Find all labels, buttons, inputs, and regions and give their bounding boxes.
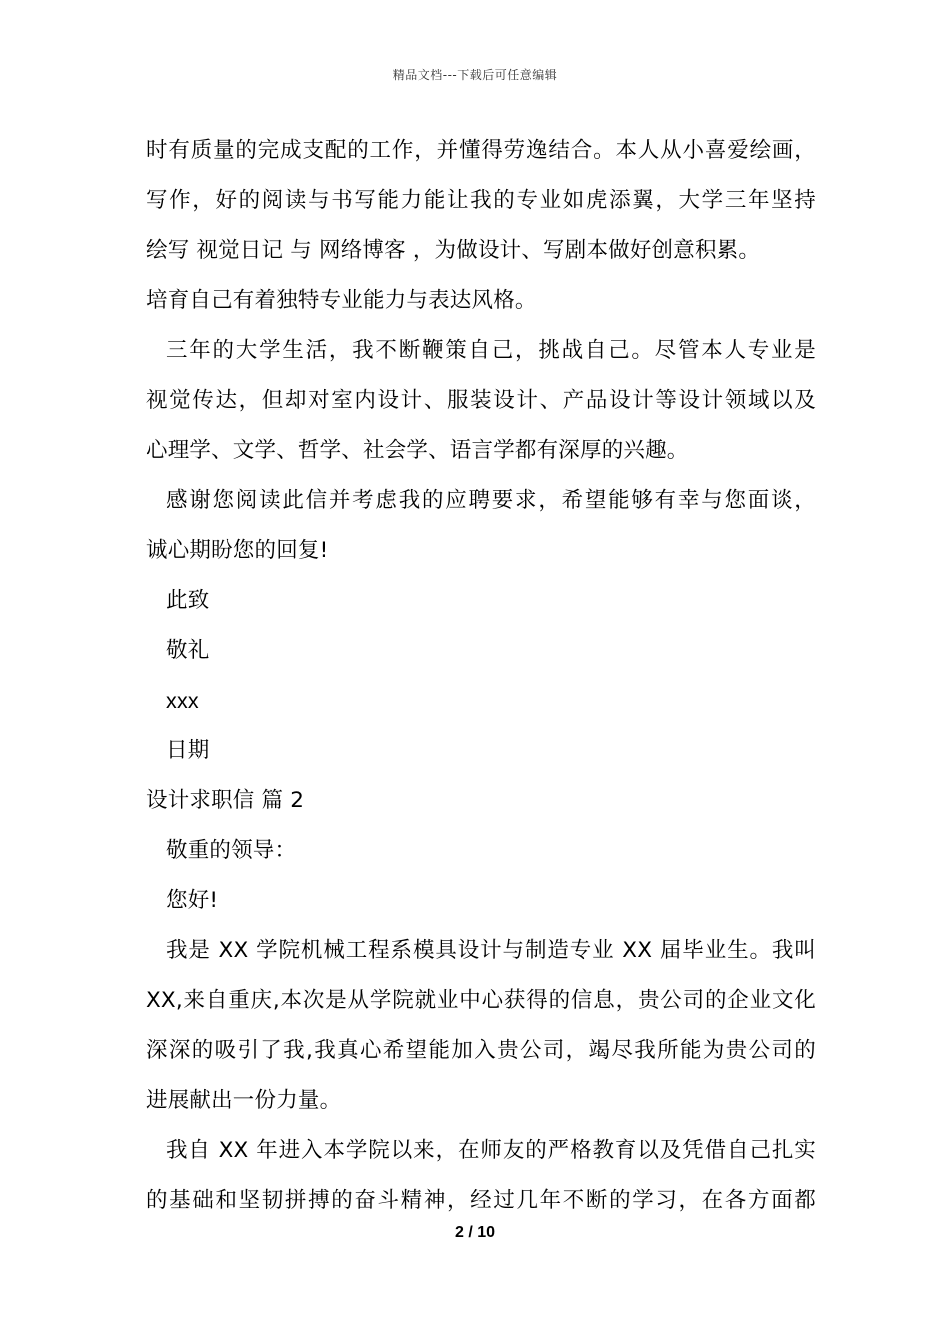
text-line: 心理学、文学、哲学、社会学、语言学都有深厚的兴趣。 xyxy=(146,438,689,463)
text-line: XX,来自重庆,本次是从学院就业中心获得的信息，贵公司的企业文化 xyxy=(146,988,816,1013)
text-line: 绘写 视觉日记 与 网络博客 ，为做设计、写剧本做好创意积累。 xyxy=(146,238,761,263)
text-line: 我自 XX 年进入本学院以来，在师友的严格教育以及凭借自己扎实 xyxy=(166,1138,816,1163)
letter-greeting: 敬重的领导： xyxy=(166,838,297,863)
document-body xyxy=(146,126,816,1226)
text-line: 进展献出一份力量。 xyxy=(146,1088,342,1113)
page-number: 2 / 10 xyxy=(454,1224,496,1241)
page-header: 精品文档---下载后可任意编辑 xyxy=(392,68,558,82)
text-line: 培育自己有着独特专业能力与表达风格。 xyxy=(146,288,537,313)
text-line: 写作，好的阅读与书写能力能让我的专业如虎添翼，大学三年坚持 xyxy=(146,188,816,213)
text-line: 三年的大学生活，我不断鞭策自己，挑战自己。尽管本人专业是 xyxy=(166,338,816,363)
letter-greeting-hello: 您好! xyxy=(166,888,219,913)
text-line: 感谢您阅读此信并考虑我的应聘要求，希望能够有幸与您面谈， xyxy=(166,488,816,513)
text-line: 我是 XX 学院机械工程系模具设计与制造专业 XX 届毕业生。我叫 xyxy=(166,938,816,963)
text-line: 视觉传达，但却对室内设计、服装设计、产品设计等设计领域以及 xyxy=(146,388,816,413)
closing-salutation: 此致 xyxy=(166,588,210,613)
text-line: 诚心期盼您的回复! xyxy=(146,538,329,563)
section-title: 设计求职信 篇 2 xyxy=(146,788,305,813)
text-line: 深深的吸引了我,我真心希望能加入贵公司，竭尽我所能为贵公司的 xyxy=(146,1038,816,1063)
signature-name: xxx xyxy=(166,689,199,713)
text-line: 时有质量的完成支配的工作，并懂得劳逸结合。本人从小喜爱绘画， xyxy=(146,138,816,163)
closing-regards: 敬礼 xyxy=(166,638,210,663)
text-line: 的基础和坚韧拼搏的奋斗精神，经过几年不断的学习，在各方面都 xyxy=(146,1188,816,1213)
signature-date: 日期 xyxy=(166,738,210,763)
